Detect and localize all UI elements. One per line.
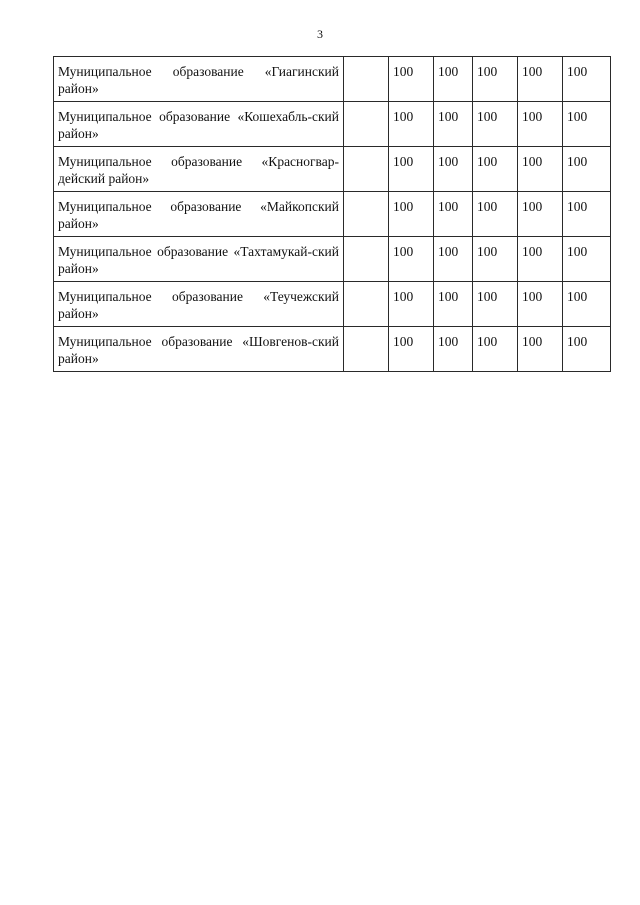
value-cell: 100 <box>518 147 563 192</box>
empty-cell <box>344 192 389 237</box>
table-row <box>54 282 611 327</box>
value-cell: 100 <box>563 57 611 102</box>
value-cell: 100 <box>473 282 518 327</box>
empty-cell <box>344 282 389 327</box>
value-cell: 100 <box>434 282 473 327</box>
value-cell: 100 <box>434 237 473 282</box>
empty-cell <box>344 147 389 192</box>
municipality-name-cell: Муниципальное образование «Майкопский район» <box>54 192 344 237</box>
empty-cell <box>344 237 389 282</box>
value-cell: 100 <box>473 147 518 192</box>
municipality-name-cell: Муниципальное образование «Гиагинский район» <box>54 57 344 102</box>
municipality-name-cell: Муниципальное образование «Теучежский район» <box>54 282 344 327</box>
value-cell: 100 <box>473 102 518 147</box>
empty-cell <box>344 57 389 102</box>
empty-cell <box>344 327 389 372</box>
value-cell: 100 <box>563 102 611 147</box>
value-cell: 100 <box>389 192 434 237</box>
municipality-name-cell: Муниципальное образование «Кошехабль-ский район» <box>54 102 344 147</box>
value-cell: 100 <box>518 282 563 327</box>
municipality-name-cell: Муниципальное образование «Красногвар-дейский район» <box>54 147 344 192</box>
value-cell: 100 <box>389 282 434 327</box>
value-cell: 100 <box>434 147 473 192</box>
value-cell: 100 <box>518 57 563 102</box>
value-cell: 100 <box>563 237 611 282</box>
value-cell: 100 <box>518 192 563 237</box>
municipality-name-cell: Муниципальное образование «Шовгенов-ский район» <box>54 327 344 372</box>
value-cell: 100 <box>389 237 434 282</box>
empty-cell <box>344 102 389 147</box>
municipality-name-cell: Муниципальное образование «Тахтамукай-ский район» <box>54 237 344 282</box>
value-cell: 100 <box>389 102 434 147</box>
value-cell: 100 <box>563 192 611 237</box>
value-cell: 100 <box>389 327 434 372</box>
value-cell: 100 <box>518 327 563 372</box>
table-row <box>54 57 611 102</box>
value-cell: 100 <box>563 282 611 327</box>
value-cell: 100 <box>389 147 434 192</box>
value-cell: 100 <box>563 327 611 372</box>
value-cell: 100 <box>473 237 518 282</box>
value-cell: 100 <box>434 102 473 147</box>
value-cell: 100 <box>434 192 473 237</box>
value-cell: 100 <box>518 102 563 147</box>
table-row <box>54 192 611 237</box>
value-cell: 100 <box>434 57 473 102</box>
page-number: 3 <box>317 27 323 41</box>
table-row <box>54 147 611 192</box>
table-row <box>54 237 611 282</box>
value-cell: 100 <box>473 192 518 237</box>
value-cell: 100 <box>518 237 563 282</box>
value-cell: 100 <box>563 147 611 192</box>
data-table <box>53 56 611 372</box>
value-cell: 100 <box>434 327 473 372</box>
table-row <box>54 102 611 147</box>
table-row <box>54 327 611 372</box>
value-cell: 100 <box>389 57 434 102</box>
value-cell: 100 <box>473 57 518 102</box>
value-cell: 100 <box>473 327 518 372</box>
